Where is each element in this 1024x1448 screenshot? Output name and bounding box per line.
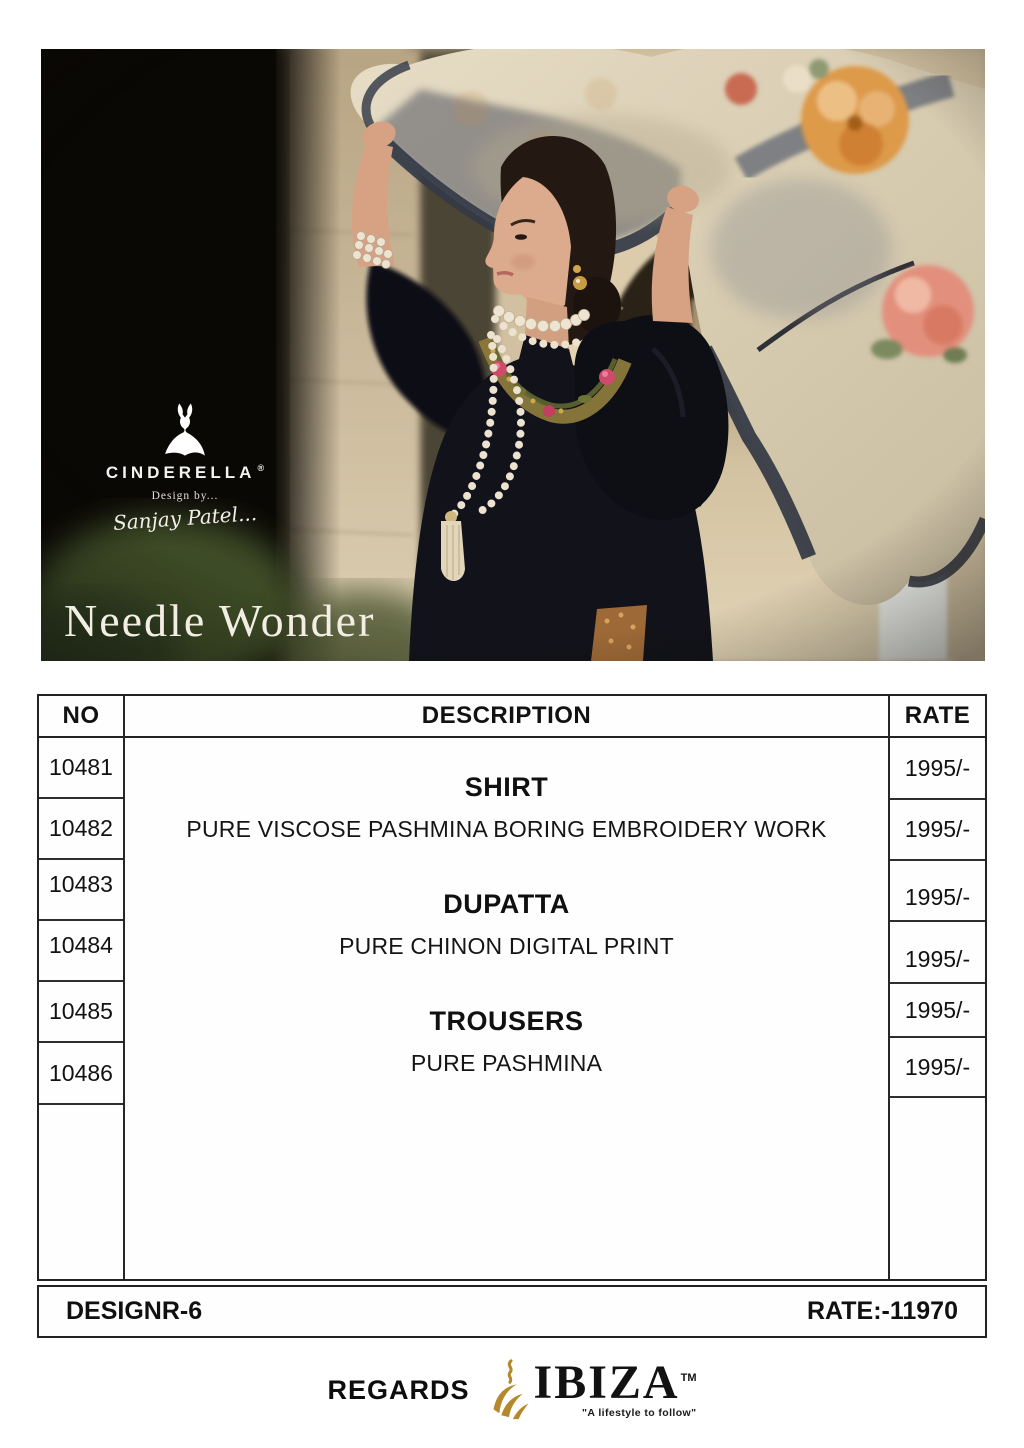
brand-name [90, 463, 280, 483]
no-column-filler [39, 1105, 123, 1279]
description-section [125, 772, 888, 843]
collection-title: Needle Wonder [64, 595, 376, 646]
photo-scene-illustration [41, 49, 985, 661]
section-detail: PURE PASHMINA [410, 1050, 603, 1076]
section-title: TROUSERS [429, 1006, 584, 1036]
designer-signature: Sanjay Patel... [112, 501, 258, 535]
table-row-rate: 1995/- [890, 922, 985, 984]
table-row-rate: 1995/- [890, 738, 985, 800]
total-rate: RATE:-11970 [807, 1297, 958, 1325]
design-by-label: Design by... [151, 490, 219, 502]
ibiza-wordmark-text: IBIZA [533, 1356, 680, 1410]
ibiza-text-block [533, 1356, 697, 1419]
summary-bar [37, 1285, 987, 1338]
price-table [37, 694, 987, 1281]
ibiza-tagline: "A lifestyle to follow" [582, 1406, 697, 1419]
cinderella-dress-icon [158, 401, 212, 459]
ibiza-wordmark [533, 1356, 697, 1410]
table-row-rate: 1995/- [890, 1038, 985, 1098]
section-detail: PURE CHINON DIGITAL PRINT [339, 933, 674, 959]
table-row-rate: 1995/- [890, 984, 985, 1038]
registered-mark: ® [257, 463, 265, 474]
description-section [125, 889, 888, 960]
rate-header: RATE [890, 696, 985, 738]
table-row-no: 10484 [39, 921, 123, 982]
section-detail: PURE VISCOSE PASHMINA BORING EMBROIDERY WORK [186, 816, 827, 842]
brand-name-text: CINDERELLA [105, 463, 256, 482]
table-row-no: 10485 [39, 982, 123, 1043]
ibiza-emblem-icon [486, 1359, 532, 1421]
cinderella-brand-block [90, 401, 280, 535]
trademark-mark: TM [680, 1372, 697, 1385]
no-header: NO [39, 696, 123, 738]
description-body [125, 738, 888, 1279]
description-column [125, 696, 888, 1279]
rate-column-filler [890, 1098, 985, 1279]
table-row-no: 10481 [39, 738, 123, 799]
ibiza-logo [486, 1356, 697, 1421]
section-title: SHIRT [464, 772, 549, 802]
hero-photo [41, 49, 985, 661]
regards-label: REGARDS [327, 1374, 470, 1405]
table-row-no: 10482 [39, 799, 123, 860]
description-header: DESCRIPTION [125, 696, 888, 738]
table-row-rate: 1995/- [890, 861, 985, 922]
section-title: DUPATTA [443, 889, 570, 919]
rate-column [888, 696, 985, 1279]
table-row-no: 10486 [39, 1043, 123, 1105]
table-row-no: 10483 [39, 860, 123, 921]
regards-row [0, 1348, 1024, 1432]
table-row-rate: 1995/- [890, 800, 985, 861]
designer-number: DESIGNR-6 [66, 1297, 203, 1325]
no-column [39, 696, 125, 1279]
description-section [125, 1006, 888, 1077]
